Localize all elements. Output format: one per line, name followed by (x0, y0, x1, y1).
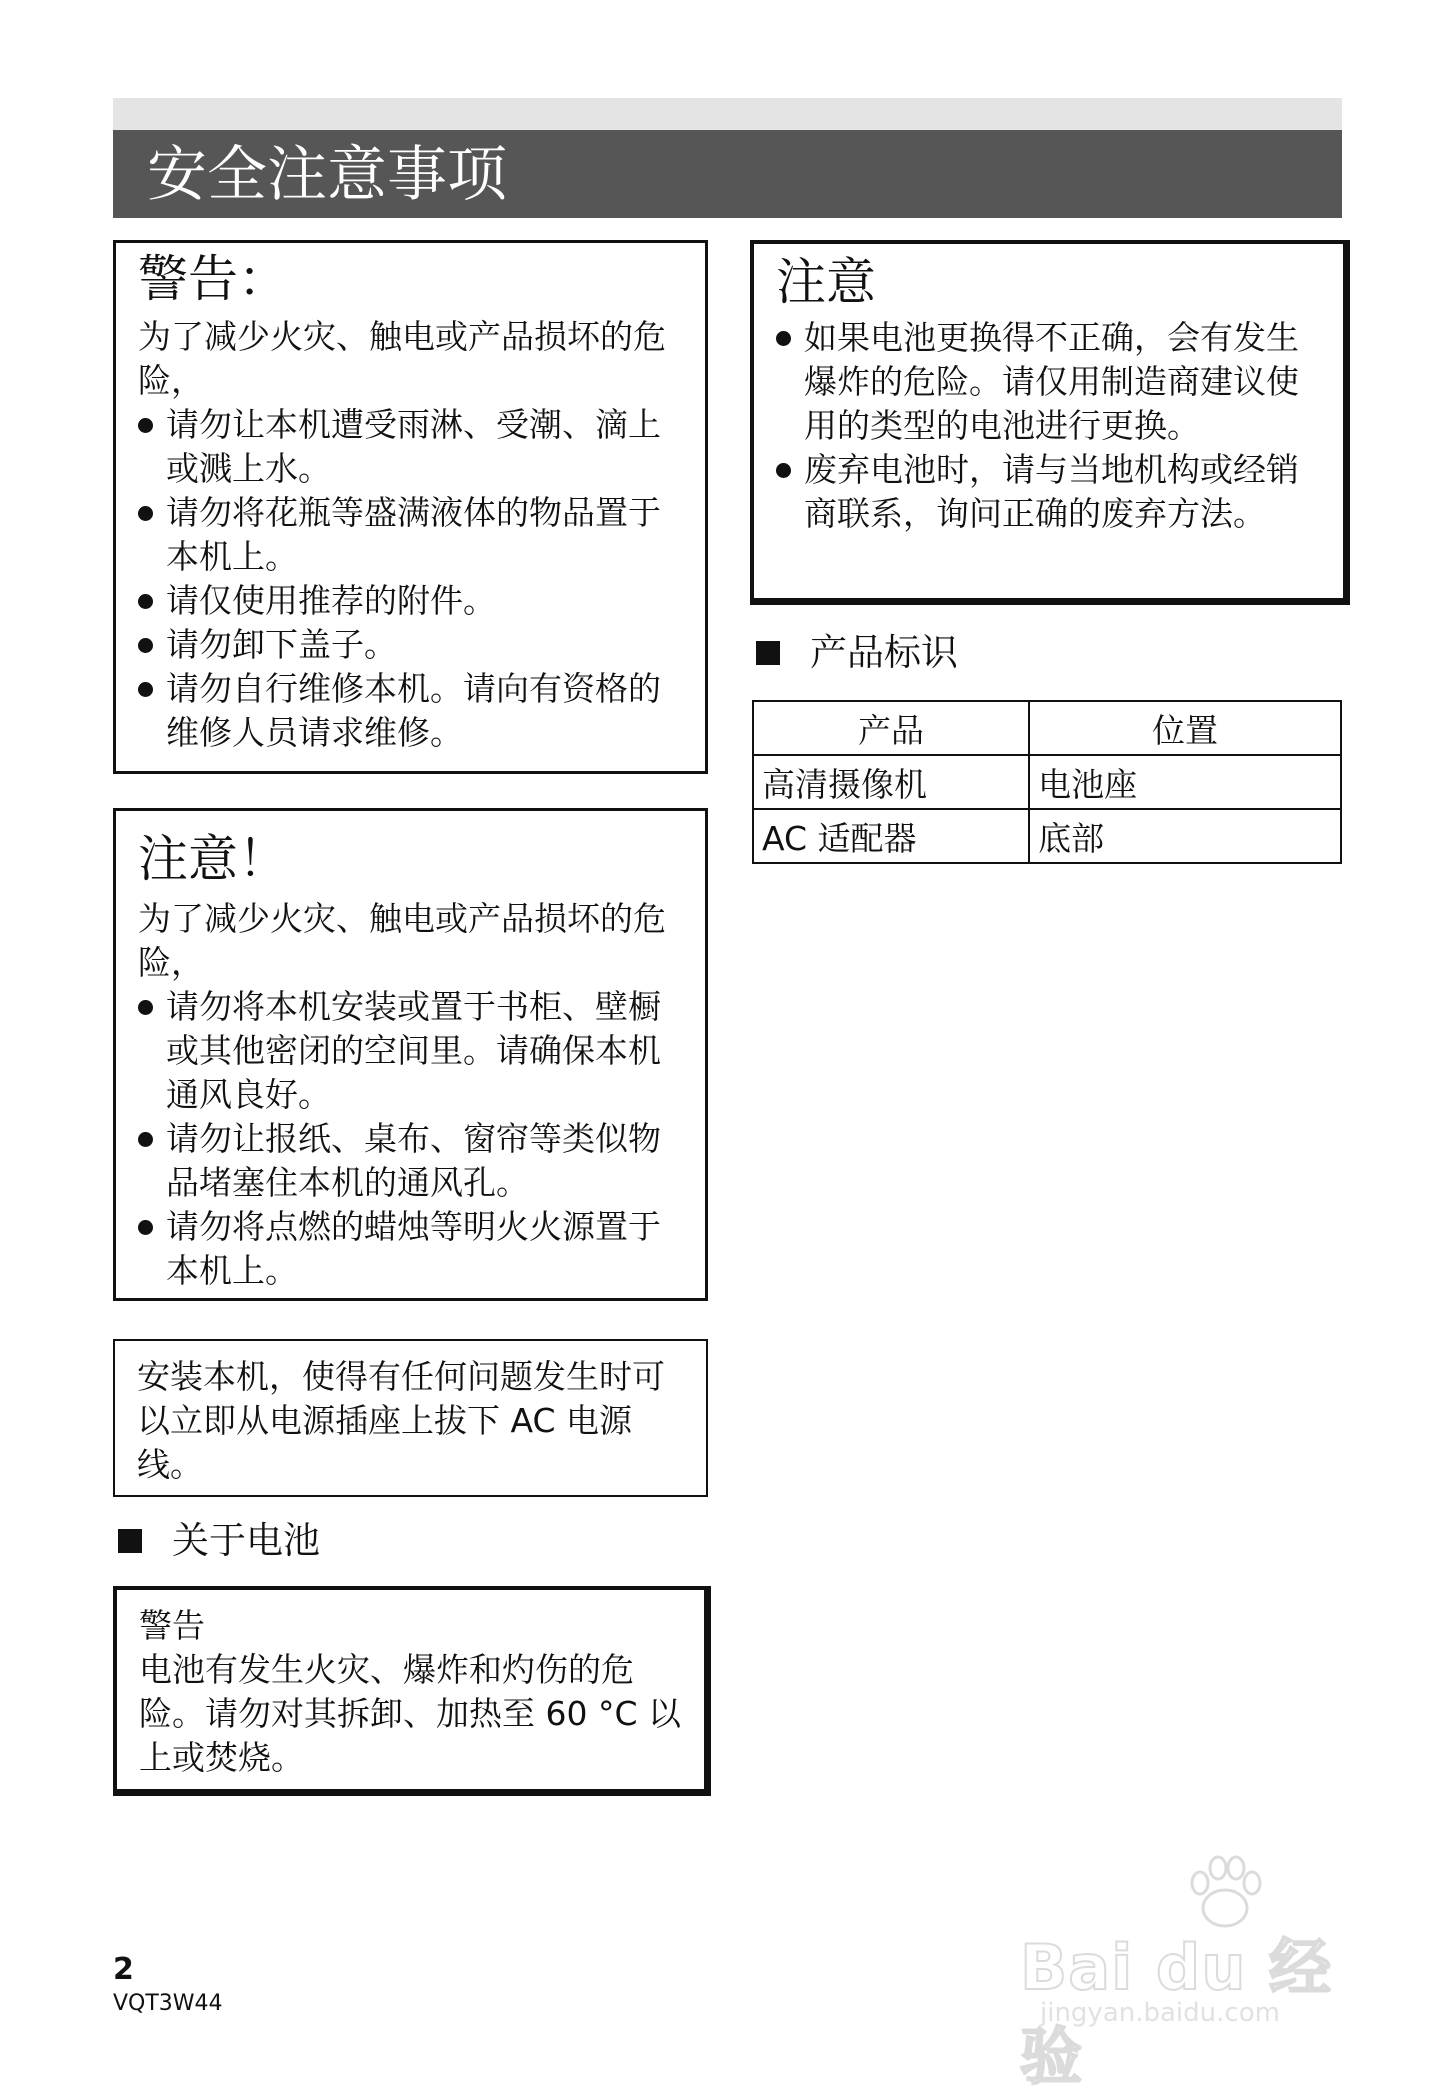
table-row (753, 809, 1341, 863)
battery-warning-text: 电池有发生火灾、爆炸和灼伤的危险。请勿对其拆卸、加热至 60 °C 以上或焚烧。 (139, 1650, 682, 1777)
doc-code: VQT3W44 (113, 1991, 223, 2016)
column-header: 位置 (1029, 701, 1341, 755)
product-table (752, 700, 1342, 864)
list-item: 废弃电池时，请与当地机构或经销商联系，询问正确的废弃方法。 (776, 448, 1321, 536)
list-item: 请勿将本机安装或置于书柜、壁橱或其他密闭的空间里。请确保本机通风良好。 (138, 985, 685, 1117)
table-cell: 电池座 (1029, 755, 1341, 809)
caution-list (138, 985, 685, 1293)
caution-heading: 注意！ (138, 830, 288, 888)
install-note-text: 安装本机，使得有任何问题发生时可以立即从电源插座上拔下 AC 电源线。 (137, 1357, 665, 1484)
bullet-icon (776, 463, 791, 478)
install-note-box (113, 1339, 708, 1497)
caution-box (113, 808, 708, 1301)
column-header: 产品 (753, 701, 1029, 755)
table-cell: 高清摄像机 (753, 755, 1029, 809)
warning-list (138, 403, 685, 755)
page-title: 安全注意事项 (147, 140, 507, 210)
bullet-icon (138, 594, 153, 609)
list-item: 如果电池更换得不正确，会有发生爆炸的危险。请仅用制造商建议使用的类型的电池进行更换。 (776, 316, 1321, 448)
bullet-icon (138, 506, 153, 521)
table-row (753, 755, 1341, 809)
square-bullet-icon (756, 641, 780, 665)
product-section-heading: 产品标识 (756, 630, 958, 676)
list-item: 请勿让本机遭受雨淋、受潮、滴上或溅上水。 (138, 403, 685, 491)
list-item: 请勿将点燃的蜡烛等明火火源置于本机上。 (138, 1205, 685, 1293)
bullet-icon (138, 638, 153, 653)
warning-box (113, 240, 708, 774)
battery-section-heading: 关于电池 (118, 1518, 320, 1564)
battery-warning-box (113, 1586, 711, 1796)
header-band-light (113, 98, 1342, 130)
page-number: 2 (113, 1952, 134, 1987)
watermark-text: Bai du 经验 (1020, 1931, 1333, 2093)
battery-caution-box (750, 240, 1350, 605)
warning-heading: 警告： (138, 250, 288, 308)
table-header-row (753, 701, 1341, 755)
list-item: 请勿让报纸、桌布、窗帘等类似物品堵塞住本机的通风孔。 (138, 1117, 685, 1205)
bullet-icon (138, 1000, 153, 1015)
battery-caution-list (776, 316, 1321, 536)
watermark (1020, 1848, 1390, 2093)
battery-warning-heading: 警告 (139, 1606, 205, 1645)
square-bullet-icon (118, 1529, 142, 1553)
bullet-icon (138, 1220, 153, 1235)
list-item: 请勿自行维修本机。请向有资格的维修人员请求维修。 (138, 667, 685, 755)
bullet-icon (138, 418, 153, 433)
bullet-icon (776, 331, 791, 346)
caution-intro: 为了减少火灾、触电或产品损坏的危险， (138, 899, 666, 982)
table-cell: 底部 (1029, 809, 1341, 863)
warning-intro: 为了减少火灾、触电或产品损坏的危险， (138, 317, 666, 400)
battery-caution-heading: 注意 (776, 253, 876, 311)
list-item: 请勿将花瓶等盛满液体的物品置于本机上。 (138, 491, 685, 579)
table-cell: AC 适配器 (753, 809, 1029, 863)
list-item: 请仅使用推荐的附件。 (138, 579, 685, 623)
list-item: 请勿卸下盖子。 (138, 623, 685, 667)
bullet-icon (138, 682, 153, 697)
watermark-url: jingyan.baidu.com (1040, 1998, 1280, 2028)
bullet-icon (138, 1132, 153, 1147)
